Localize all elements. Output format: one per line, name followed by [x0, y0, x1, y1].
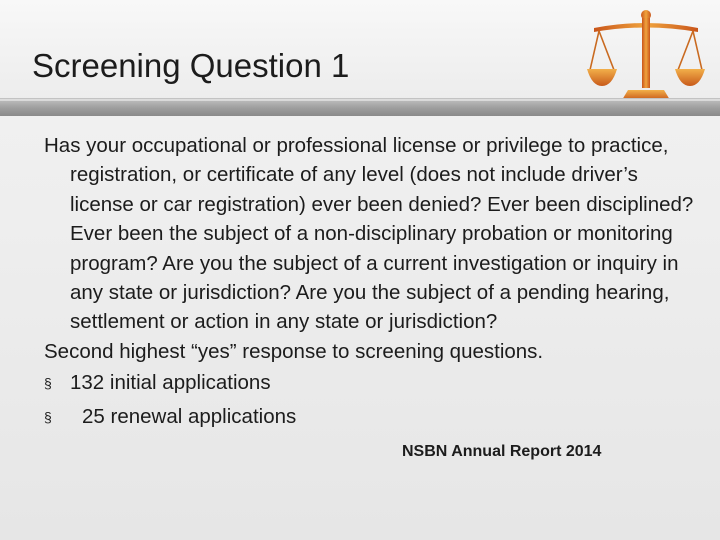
title-divider-highlight: [0, 99, 720, 101]
bullet-text: 25 renewal applications: [82, 405, 297, 429]
slide-title: Screening Question 1: [32, 47, 350, 84]
response-statement: Second highest “yes” response to screening questions.: [44, 339, 544, 363]
bullet-item-renewal: [44, 400, 694, 434]
bullet-marker: §: [44, 409, 52, 426]
source-citation: NSBN Annual Report 2014: [402, 443, 602, 460]
bullet-item-initial: [44, 366, 694, 400]
scales-of-justice-icon: [586, 6, 706, 106]
screening-question-text: Has your occupational or professional license or privilege to practice, registration, or certificate of any level (does not include driver’s license or car registration) ever been denied? Ever been disciplined? Ever been the subject of a non-disciplinary probation or monitoring program? Are you the subject of a current investigation or inquiry in any state or jurisdiction? Are you the subject of a pending hearing, settlement or action in any state or jurisdiction?: [44, 134, 694, 334]
bullet-marker: §: [44, 375, 52, 392]
bullet-text: 132 initial applications: [70, 371, 271, 395]
slide-body: [44, 131, 694, 434]
